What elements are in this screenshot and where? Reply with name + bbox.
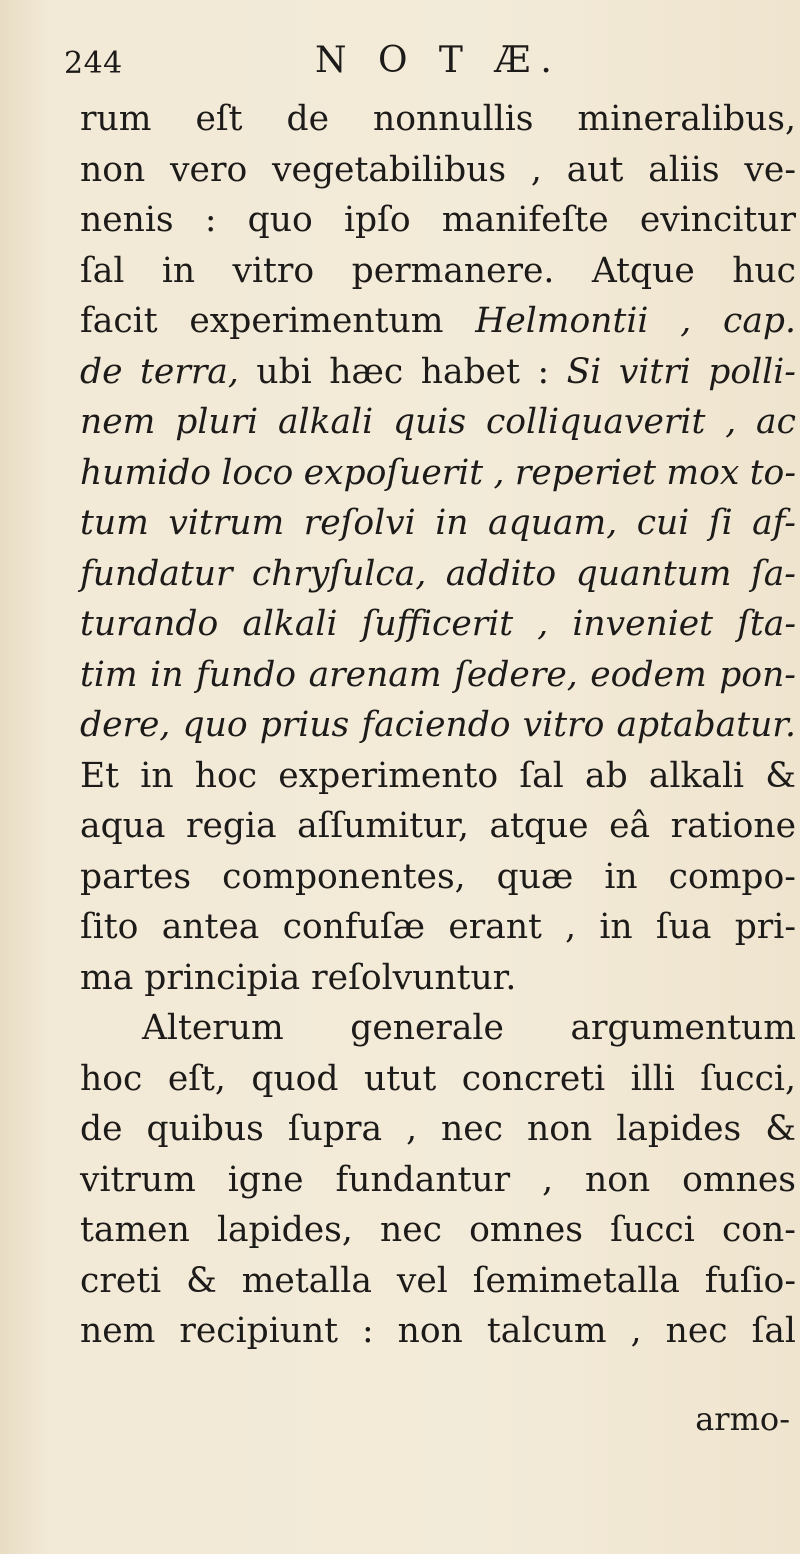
word: eodem — [590, 654, 707, 695]
word: inveniet — [572, 604, 714, 644]
word: omnes — [469, 1210, 583, 1250]
word: turando — [80, 604, 219, 644]
word: addito — [445, 553, 557, 594]
text-line — [80, 1306, 796, 1357]
word: talcum — [486, 1311, 607, 1351]
word: aut — [566, 149, 624, 190]
word: nonnullis — [373, 99, 534, 139]
word: nenis — [80, 200, 174, 240]
word: vitri — [618, 351, 691, 392]
word: non — [584, 1159, 651, 1200]
word: non — [80, 149, 146, 190]
word: ipſo — [343, 200, 411, 240]
text-line — [80, 650, 796, 701]
text-line — [80, 953, 796, 1004]
running-head: N O T Æ. — [315, 40, 562, 81]
word: ac — [756, 402, 796, 442]
word: vitrum — [168, 503, 285, 543]
word: expoſuerit — [303, 452, 484, 493]
word: alkali — [277, 402, 374, 442]
word: illi — [630, 1058, 675, 1099]
word: fundatur — [80, 553, 233, 594]
text-line — [80, 852, 796, 903]
word: arenam — [308, 654, 442, 695]
word: prius — [259, 705, 350, 745]
word: fundantur — [335, 1159, 511, 1200]
word: evincitur — [639, 200, 796, 240]
word: eſt, — [167, 1058, 226, 1099]
word: pri- — [734, 907, 796, 947]
word: cap. — [723, 301, 796, 341]
text-line — [80, 448, 796, 499]
word: colliquaverit — [485, 402, 706, 442]
word: in — [435, 503, 469, 543]
word: chryſulca, — [251, 553, 427, 594]
word: vitro — [232, 250, 315, 291]
text-line — [80, 801, 796, 852]
text-line — [80, 347, 796, 398]
word: aqua — [80, 806, 166, 846]
word: metalla — [241, 1260, 372, 1301]
word: ma — [80, 957, 134, 998]
text-line — [80, 296, 796, 347]
word: aptabatur. — [616, 705, 796, 745]
catchword: armo- — [695, 1400, 790, 1438]
word: componentes, — [222, 856, 466, 897]
word: ſal — [751, 1311, 796, 1351]
word: quis — [393, 402, 467, 442]
word: Atque — [591, 250, 695, 291]
word: aſſumitur, — [297, 806, 469, 846]
word: antea — [161, 907, 260, 947]
word: ſua — [655, 907, 712, 947]
word: de — [80, 1109, 123, 1149]
word: confuſæ — [282, 907, 426, 947]
word: ſucci — [610, 1210, 695, 1250]
word: igne — [227, 1159, 304, 1200]
word: vegetabilibus — [272, 149, 507, 190]
word: ubi — [256, 351, 312, 392]
word: quo — [182, 705, 248, 745]
word: , — [530, 149, 542, 190]
word: nec — [441, 1109, 504, 1149]
text-line — [80, 700, 796, 751]
text-line — [80, 1003, 796, 1054]
word: & — [765, 755, 796, 796]
word: tamen — [80, 1210, 190, 1250]
word: non — [397, 1311, 463, 1351]
word: permanere. — [351, 250, 555, 291]
word: quod — [251, 1058, 339, 1099]
word: ſedere, — [454, 654, 578, 695]
word: regia — [185, 806, 277, 846]
word: cui — [636, 503, 690, 543]
word: hoc — [80, 1058, 143, 1099]
word: generale — [350, 1008, 504, 1048]
text-line — [80, 94, 796, 145]
word: , — [565, 907, 577, 947]
word: Alterum — [142, 1008, 284, 1048]
word: & — [765, 1109, 796, 1149]
word: dere, — [80, 705, 171, 745]
word: vitrum — [80, 1159, 196, 1200]
word: alkali — [242, 604, 338, 644]
text-line — [80, 246, 796, 297]
text-line — [80, 751, 796, 802]
word: Et — [80, 755, 120, 796]
body-text — [80, 94, 796, 1357]
word: ſucci, — [700, 1058, 796, 1099]
word: creti — [80, 1260, 162, 1301]
word: experimento — [278, 755, 499, 796]
text-line — [80, 902, 796, 953]
word: quo — [247, 200, 313, 240]
word: quæ — [496, 856, 574, 897]
word: rum — [80, 99, 152, 139]
page-number: 244 — [64, 46, 123, 81]
word: experimentum — [189, 301, 444, 341]
word: de — [80, 351, 123, 392]
word: con- — [721, 1210, 796, 1250]
word: habet — [420, 351, 520, 392]
text-line — [80, 1205, 796, 1256]
text-line — [80, 397, 796, 448]
word: aquam, — [488, 503, 618, 543]
word: hæc — [329, 351, 404, 392]
word: in — [599, 907, 633, 947]
word: atque — [489, 806, 589, 846]
word: , — [537, 604, 549, 644]
word: reſolvuntur. — [311, 957, 517, 998]
word: quibus — [146, 1109, 264, 1149]
word: ſupra — [287, 1109, 383, 1149]
word: loco — [221, 452, 294, 493]
word: facit — [80, 301, 158, 341]
word: alkali — [648, 755, 745, 796]
text-line — [80, 1104, 796, 1155]
word: tum — [80, 503, 149, 543]
word: compo- — [668, 856, 796, 897]
word: ſemimetalla — [472, 1260, 680, 1301]
word: nec — [380, 1210, 442, 1250]
word: in — [161, 250, 196, 291]
word: vero — [170, 149, 248, 190]
word: argumentum — [570, 1008, 796, 1048]
word: ſal — [519, 755, 564, 796]
word: Helmontii — [475, 301, 649, 341]
word: : — [537, 351, 550, 392]
word: , — [680, 301, 692, 341]
word: terra, — [140, 351, 239, 392]
word: , — [542, 1159, 554, 1200]
word: principia — [144, 957, 301, 998]
word: nem — [80, 402, 156, 442]
text-line — [80, 1256, 796, 1307]
word: vitro — [522, 705, 605, 745]
word: Si — [566, 351, 602, 392]
word: , — [630, 1311, 642, 1351]
word: faciendo — [361, 705, 511, 745]
word: lapides — [616, 1109, 742, 1149]
word: reperiet — [514, 452, 657, 493]
text-line — [80, 1054, 796, 1105]
text-line — [80, 549, 796, 600]
word: & — [186, 1260, 217, 1301]
word: nec — [665, 1311, 728, 1351]
word: pon- — [719, 654, 796, 695]
word: ab — [585, 755, 628, 796]
word: erant — [448, 907, 542, 947]
word: ratione — [670, 806, 796, 846]
page-header — [60, 40, 760, 90]
word: ſa- — [750, 553, 796, 594]
word: ſi — [708, 503, 733, 543]
text-line — [80, 195, 796, 246]
word: huc — [732, 250, 796, 291]
word: mox — [666, 452, 740, 493]
word: quantum — [575, 553, 732, 594]
word: ve- — [744, 149, 796, 190]
word: ſal — [80, 250, 125, 291]
word: recipiunt — [179, 1311, 339, 1351]
word: : — [204, 200, 217, 240]
word: , — [725, 402, 737, 442]
word: fundo — [195, 654, 297, 695]
word: tim — [80, 654, 138, 695]
word: non — [527, 1109, 593, 1149]
word: eſt — [195, 99, 243, 139]
word: reſolvi — [303, 503, 416, 543]
word: : — [362, 1311, 374, 1351]
text-line — [80, 1155, 796, 1206]
word: vel — [396, 1260, 448, 1301]
word: pluri — [175, 402, 259, 442]
word: , — [406, 1109, 418, 1149]
word: de — [286, 99, 330, 139]
word: concreti — [461, 1058, 606, 1099]
word: eâ — [609, 806, 651, 846]
word: hoc — [194, 755, 258, 796]
word: in — [140, 755, 174, 796]
word: manifeſte — [441, 200, 609, 240]
word: , — [493, 452, 505, 493]
word: aliis — [648, 149, 720, 190]
text-line — [80, 599, 796, 650]
word: omnes — [682, 1159, 796, 1200]
word: fuſio- — [704, 1260, 796, 1301]
word: utut — [364, 1058, 437, 1099]
word: in — [150, 654, 184, 695]
word: nem — [80, 1311, 156, 1351]
text-line — [80, 498, 796, 549]
word: lapides, — [216, 1210, 353, 1250]
word: af- — [752, 503, 796, 543]
word: partes — [80, 856, 192, 897]
word: mineralibus, — [577, 99, 796, 139]
word: polli- — [708, 351, 796, 392]
word: ſito — [80, 907, 139, 947]
word: ſta- — [737, 604, 796, 644]
word: ſufficerit — [361, 604, 514, 644]
word: humido — [80, 452, 212, 493]
text-line — [80, 145, 796, 196]
word: to- — [749, 452, 796, 493]
word: in — [604, 856, 638, 897]
